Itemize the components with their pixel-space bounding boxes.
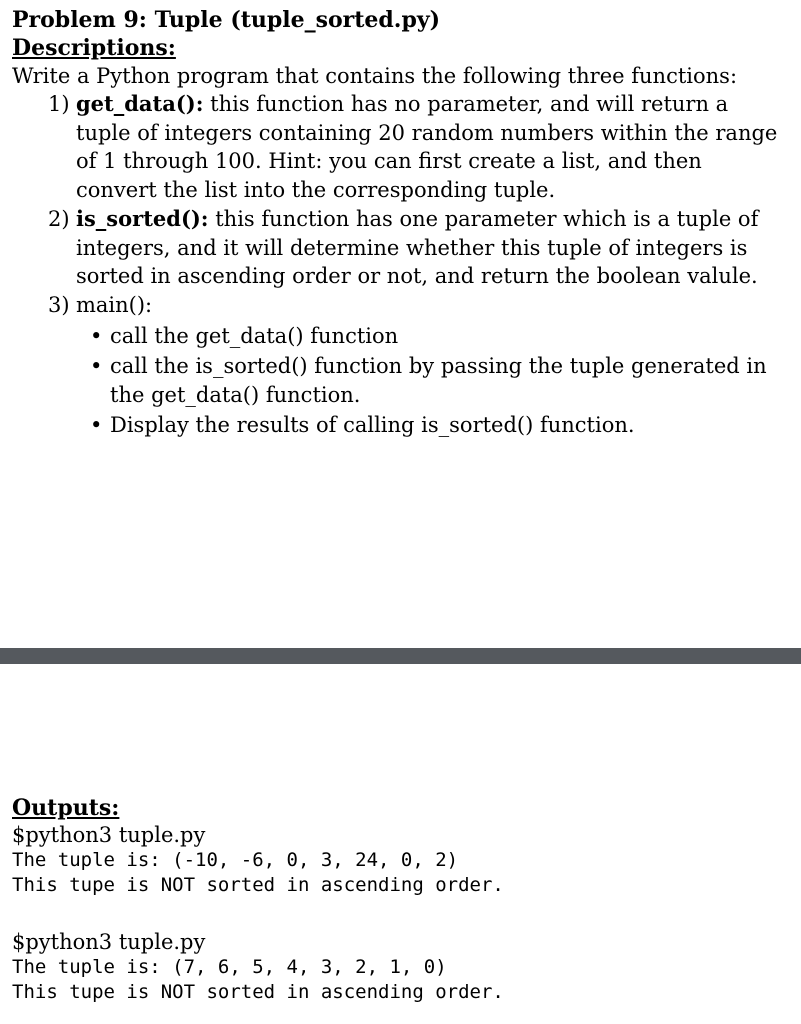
bullet-icon: • xyxy=(90,354,103,378)
item-number: 2) xyxy=(48,207,70,231)
bullet-text: call the get_data() function xyxy=(110,324,399,348)
function-name: get_data(): xyxy=(76,91,204,116)
run-command: $python3 tuple.py xyxy=(12,930,206,954)
item-number: 1) xyxy=(48,92,70,116)
output-line: This tupe is NOT sorted in ascending order. xyxy=(12,874,504,896)
run-command: $python3 tuple.py xyxy=(12,823,206,847)
output-line: The tuple is: (7, 6, 5, 4, 3, 2, 1, 0) xyxy=(12,956,447,978)
item-number: 3) xyxy=(48,293,70,317)
item-text: main(): xyxy=(76,293,153,317)
item-text: this function has one parameter which is a tuple of integers, and it will determine whether this tuple of integers is sorted in ascending order or not, and return the boolean valule. xyxy=(76,207,759,289)
function-name: is_sorted(): xyxy=(76,206,209,231)
problem-title: Problem 9: Tuple (tuple_sorted.py) xyxy=(12,7,441,33)
item-text: this function has no parameter, and will return a tuple of integers containing 20 random numbers within the range of 1 through 100. Hint: you can first create a list, and then convert the list into the corresponding tuple. xyxy=(76,92,778,202)
output-line: This tupe is NOT sorted in ascending order. xyxy=(12,981,504,1003)
bullet-icon: • xyxy=(90,413,103,437)
intro-text: Write a Python program that contains the following three functions: xyxy=(12,64,738,88)
bullet-icon: • xyxy=(90,324,103,348)
bullet-text: Display the results of calling is_sorted() function. xyxy=(110,413,635,437)
descriptions-heading: Descriptions: xyxy=(12,35,176,61)
output-line: The tuple is: (-10, -6, 0, 3, 24, 0, 2) xyxy=(12,849,459,871)
outputs-heading: Outputs: xyxy=(12,795,120,821)
page-divider xyxy=(0,648,801,664)
bullet-text: call the is_sorted() function by passing the tuple generated in the get_data() function. xyxy=(110,354,767,407)
